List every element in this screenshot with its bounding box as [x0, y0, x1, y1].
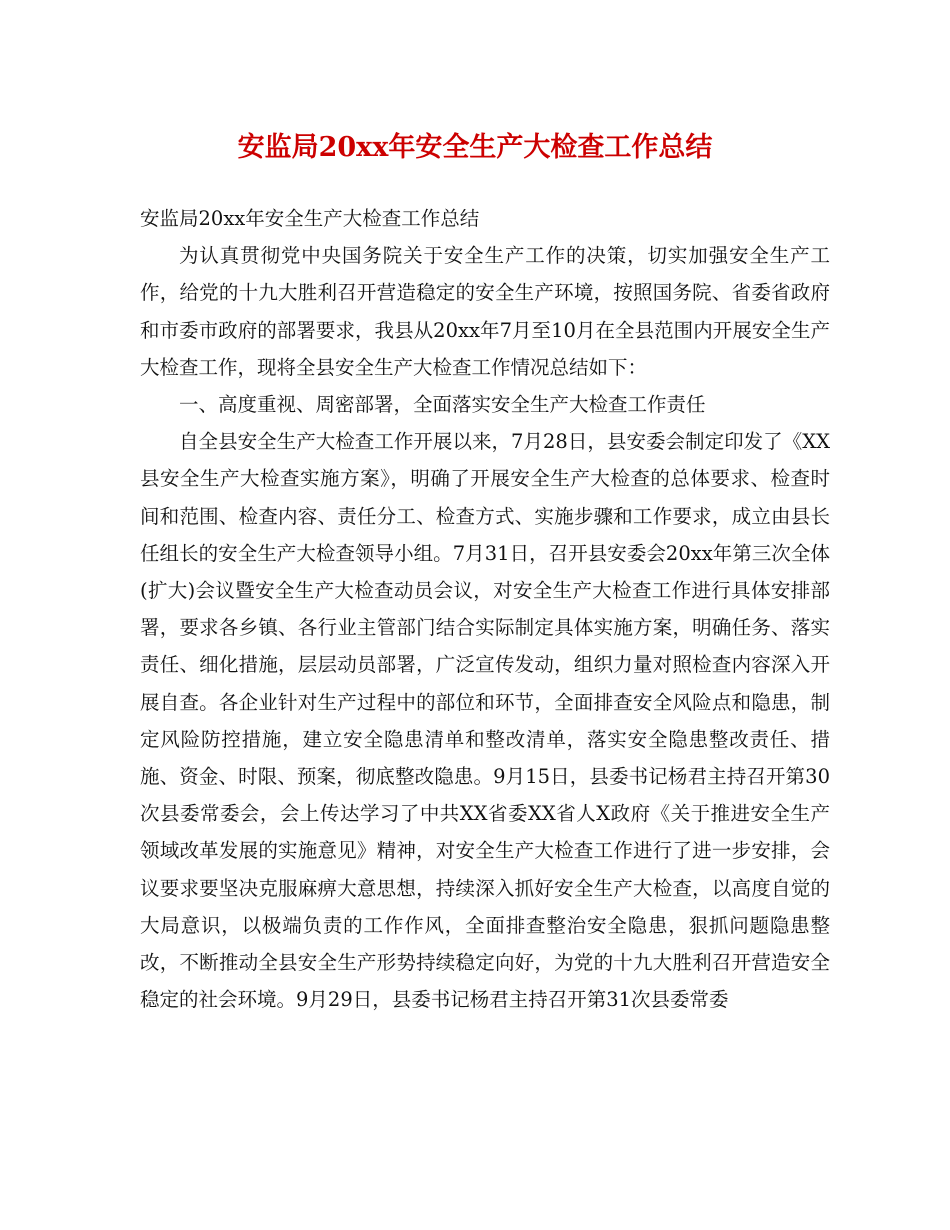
paragraph-body: 自全县安全生产大检查工作开展以来，7月28日，县安委会制定印发了《XX县安全生产大检查实施方案》，明确了开展安全生产大检查的总体要求、检查时间和范围、检查内容、责任分工、检查方式、实施步骤和工作要求，成立由县长任组长的安全生产大检查领导小组。7月31日，召开县安委会20xx年第三次全体(扩大)会议暨安全生产大检查动员会议，对安全生产大检查工作进行具体安排部署，要求各乡镇、各行业主管部门结合实际制定具体实施方案，明确任务、落实责任、细化措施，层层动员部署，广泛宣传发动，组织力量对照检查内容深入开展自查。各企业针对生产过程中的部位和环节，全面排查安全风险点和隐患，制定风险防控措施，建立安全隐患清单和整改清单，落实安全隐患整改责任、措施、资金、时限、预案，彻底整改隐患。9月15日，县委书记杨君主持召开第30次县委常委会，会上传达学习了中共XX省委XX省人X政府《关于推进安全生产领域改革发展的实施意见》精神，对安全生产大检查工作进行了进一步安排，会议要求要坚决克服麻痹大意思想，持续深入抓好安全生产大检查，以高度自觉的大局意识，以极端负责的工作作风，全面排查整治安全隐患，狠抓问题隐患整改，不断推动全县安全生产形势持续稳定向好，为党的十九大胜利召开营造安全稳定的社会环境。9月29日，县委书记杨君主持召开第31次县委常委 [140, 430, 830, 1012]
section-heading: 一、高度重视、周密部署，全面落实安全生产大检查工作责任 [179, 393, 706, 417]
paragraph-intro: 为认真贯彻党中央国务院关于安全生产工作的决策，切实加强安全生产工作，给党的十九大胜利召开营造稳定的安全生产环境，按照国务院、省委省政府和市委市政府的部署要求，我县从20xx年7月至10月在全县范围内开展安全生产大检查工作，现将全县安全生产大检查工作情况总结如下： [140, 244, 830, 379]
document-body [140, 200, 830, 1018]
document-subtitle: 安监局20xx年安全生产大检查工作总结 [140, 207, 480, 230]
document-title: 安监局20xx年安全生产大检查工作总结 [237, 132, 713, 163]
